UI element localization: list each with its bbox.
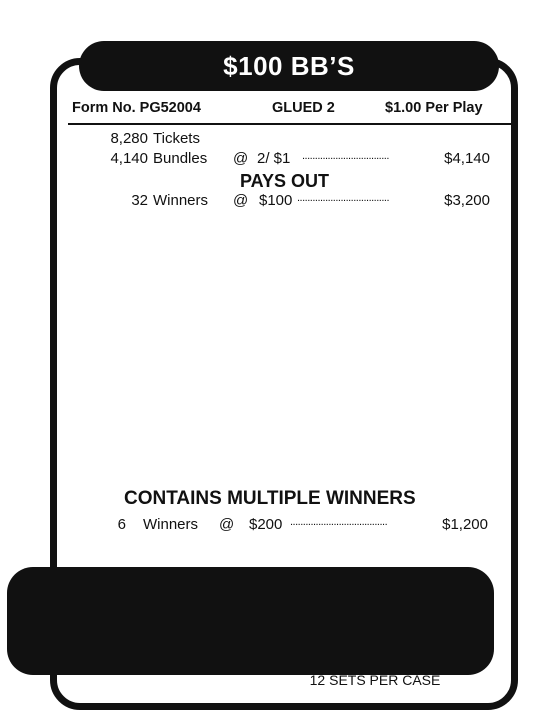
total-payout-dots: ...................... xyxy=(121,0,198,17)
payout-pct-value: 77% xyxy=(142,18,175,35)
winners-prize: $100 xyxy=(259,192,293,209)
ideal-profit-value: $940 xyxy=(465,0,502,17)
winners-label: Winners xyxy=(153,192,209,209)
bundles-label: Bundles xyxy=(153,150,208,167)
winners-dots: .................................... xyxy=(297,192,390,204)
multi-winners-dots: ...................................... xyxy=(290,516,388,528)
multi-winners-at: @ xyxy=(219,516,235,533)
pays-out-heading: PAYS OUT xyxy=(240,171,330,191)
winners-count: 32 xyxy=(131,192,148,209)
profit-pct-value: 23% xyxy=(315,18,348,35)
title-banner xyxy=(79,41,499,91)
page-title: $100 BB’S xyxy=(223,50,355,81)
multi-winners-prize: $200 xyxy=(249,516,283,533)
profit-pct-dots: ............. xyxy=(259,18,312,35)
ideal-profit-label: IDEAL PROFIT xyxy=(255,0,364,17)
bundles-dots: .................................. xyxy=(302,150,389,162)
total-payout-label: TOTAL PAYOUT xyxy=(0,0,118,17)
multi-winners-amount: $1,200 xyxy=(442,516,488,533)
form-number: Form No. PG52004 xyxy=(72,100,201,116)
bundles-count: 4,140 xyxy=(110,150,148,167)
profit-pct-label: PROFIT % xyxy=(178,18,256,35)
tickets-label: Tickets xyxy=(153,130,200,147)
info-row xyxy=(72,100,508,122)
price-per-play: $1.00 Per Play xyxy=(385,100,483,116)
multi-winners-label: Winners xyxy=(143,516,199,533)
bundles-rate: 2/ $1 xyxy=(257,150,291,167)
totals-box xyxy=(7,567,494,675)
winners-at: @ xyxy=(233,192,249,209)
payout-pct-label: PAYOUT % xyxy=(0,18,82,35)
glued-label: GLUED 2 xyxy=(272,100,335,116)
bundles-at: @ xyxy=(233,150,249,167)
multiple-winners-heading: CONTAINS MULTIPLE WINNERS xyxy=(124,488,416,509)
tickets-count: 8,280 xyxy=(110,130,148,147)
winners-amount: $3,200 xyxy=(444,192,490,209)
total-payout-value: $3,200 xyxy=(201,0,251,17)
bundles-amount: $4,140 xyxy=(444,150,490,167)
ideal-profit-dots: ........................... xyxy=(368,0,462,17)
divider xyxy=(68,123,511,125)
multi-winners-count: 6 xyxy=(117,516,126,533)
payout-pct-dots: ............. xyxy=(86,18,138,35)
sets-per-case: 12 SETS PER CASE xyxy=(309,672,441,688)
